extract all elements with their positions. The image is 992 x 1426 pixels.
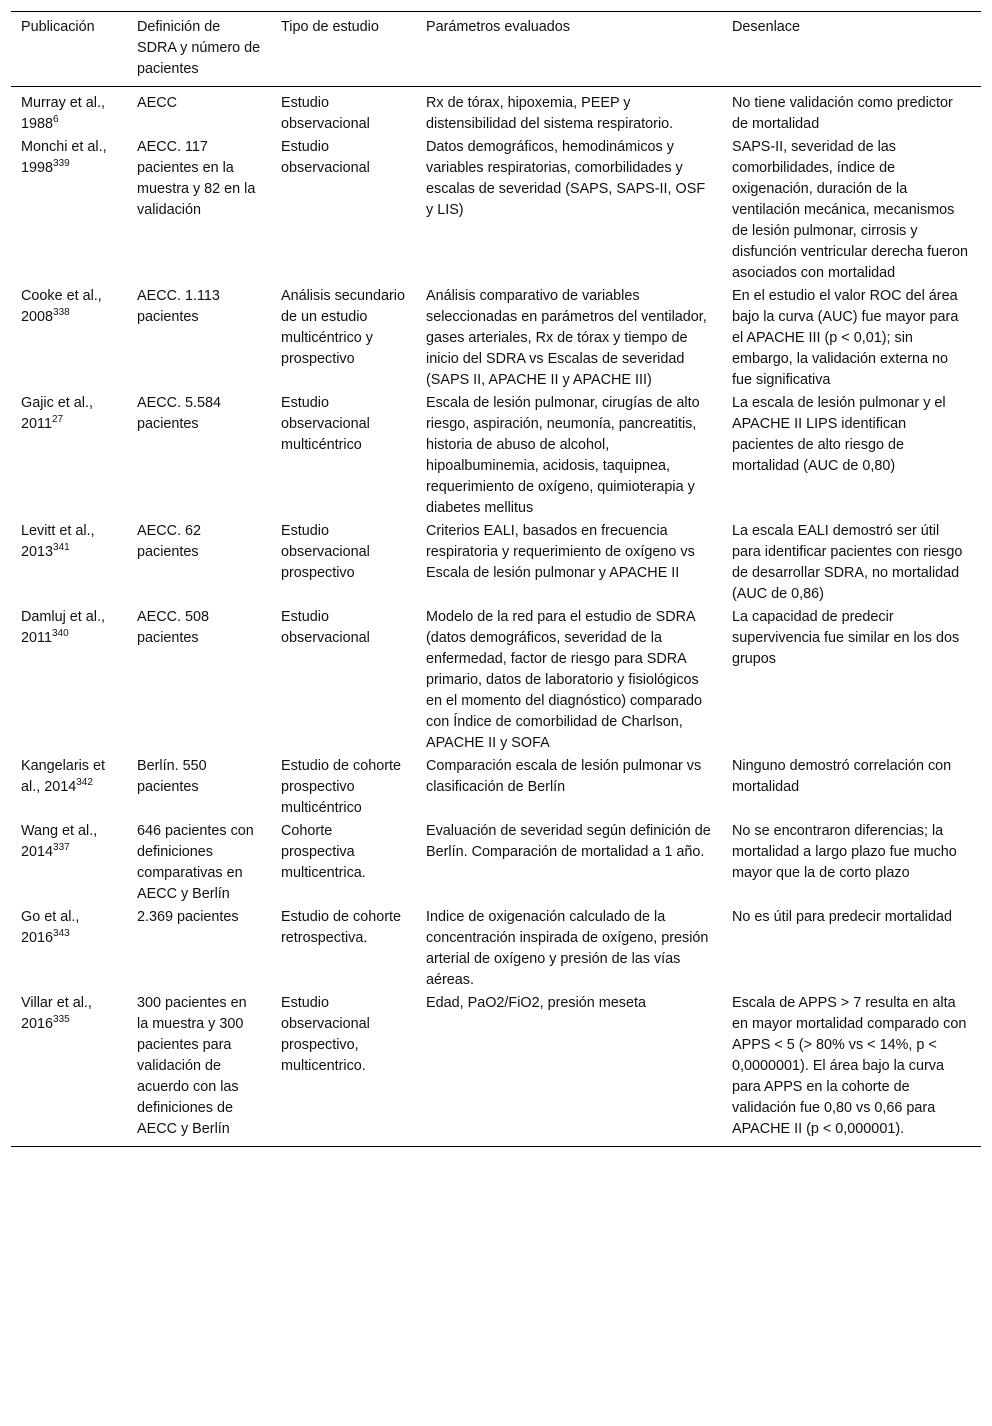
cell-parametros: Rx de tórax, hipoxemia, PEEP y distensibilidad del sistema respiratorio.: [426, 95, 674, 132]
reference-number: 340: [51, 628, 69, 640]
cell-desenlace: La capacidad de predecir supervivencia fue similar en los dos grupos: [732, 609, 960, 667]
cell-definicion: 646 pacientes con definiciones comparativas en AECC y Berlín: [137, 823, 254, 902]
cell-publicacion: [11, 754, 127, 819]
table-row: [11, 519, 981, 605]
cell-definicion: 2.369 pacientes: [137, 909, 239, 925]
cell-publicacion: [11, 819, 127, 905]
cell-parametros: Análisis comparativo de variables seleccionadas en parámetros del ventilador, gases arteriales, Rx de tórax y tiempo de inicio del SDRA vs Escalas de severidad (SAPS II, APACHE II y APACHE III): [426, 288, 707, 388]
header-row: [11, 12, 981, 87]
cell-tipo-estudio: Cohorte prospectiva multicentrica.: [281, 823, 366, 881]
reference-number: 6: [53, 114, 59, 126]
cell-tipo-estudio: Estudio observacional: [281, 609, 370, 646]
header-publicacion: Publicación: [21, 19, 95, 35]
cell-parametros: Criterios EALI, basados en frecuencia respiratoria y requerimiento de oxígeno vs Escala de lesión pulmonar y APACHE II: [426, 523, 695, 581]
reference-number: 27: [51, 414, 64, 426]
cell-desenlace: En el estudio el valor ROC del área bajo la curva (AUC) fue mayor para el APACHE III (p < 0,01); sin embargo, la validación externa no fue significativa: [732, 288, 959, 388]
reference-number: 338: [53, 307, 70, 319]
table-row: [11, 87, 981, 136]
cell-desenlace: No se encontraron diferencias; la mortalidad a largo plazo fue mucho mayor que la de corto plazo: [732, 823, 957, 881]
cell-desenlace: Escala de APPS > 7 resulta en alta en mayor mortalidad comparado con APPS < 5 (> 80% vs < 14%, p < 0,0000001). El área bajo la curva para APPS en la cohorte de validación fue 0,80 vs 0,66 para APACHE II (p < 0,000001).: [732, 995, 967, 1137]
table-row: [11, 819, 981, 905]
publication-name: Damluj et al., 2011: [21, 609, 105, 646]
cell-publicacion: [11, 87, 127, 136]
publication-name: Monchi et al., 1998: [21, 139, 107, 176]
table-row: [11, 905, 981, 991]
cell-publicacion: [11, 905, 127, 991]
cell-parametros: Evaluación de severidad según definición de Berlín. Comparación de mortalidad a 1 año.: [426, 823, 711, 860]
cell-desenlace: La escala de lesión pulmonar y el APACHE II LIPS identifican pacientes de alto riesgo de mortalidad (AUC de 0,80): [732, 395, 946, 474]
cell-parametros: Escala de lesión pulmonar, cirugías de alto riesgo, aspiración, neumonía, pancreatitis, historia de abuso de alcohol, hipoalbuminemia, acidosis, taquipnea, requerimiento de oxígeno, quimioterapia y diabetes mellitus: [426, 395, 700, 516]
cell-parametros: Comparación escala de lesión pulmonar vs clasificación de Berlín: [426, 758, 702, 795]
cell-tipo-estudio: Estudio observacional prospectivo, multicentrico.: [281, 995, 370, 1074]
header-parametros: Parámetros evaluados: [426, 19, 570, 35]
reference-number: 335: [53, 1014, 70, 1026]
cell-publicacion: [11, 135, 127, 284]
reference-number: 339: [53, 158, 70, 170]
cell-definicion: 300 pacientes en la muestra y 300 pacientes para validación de acuerdo con las definiciones de AECC y Berlín: [137, 995, 247, 1137]
reference-number: 337: [53, 842, 70, 854]
table-row: [11, 135, 981, 284]
table-row: [11, 391, 981, 519]
table-row: [11, 754, 981, 819]
cell-tipo-estudio: Estudio observacional multicéntrico: [281, 395, 370, 453]
cell-parametros: Modelo de la red para el estudio de SDRA (datos demográficos, severidad de la enfermedad, factor de riesgo para SDRA primario, datos de laboratorio y fisiológicos en el momento del diagnóstico) comparado con Índice de comorbilidad de Charlson, APACHE II y SOFA: [426, 609, 702, 751]
cell-desenlace: SAPS-II, severidad de las comorbilidades, índice de oxigenación, duración de la ventilación mecánica, mecanismos de lesión pulmonar, cirrosis y disfunción ventricular derecha fueron asociados con mortalidad: [732, 139, 968, 281]
header-desenlace: Desenlace: [732, 19, 800, 35]
publication-name: Go et al., 2016: [21, 909, 80, 946]
header-definicion: Definición de SDRA y número de pacientes: [137, 19, 261, 77]
cell-publicacion: [11, 991, 127, 1147]
cell-definicion: AECC: [137, 95, 177, 111]
reference-number: 343: [53, 928, 70, 940]
cell-desenlace: No tiene validación como predictor de mortalidad: [732, 95, 953, 132]
header-tipo-estudio: Tipo de estudio: [281, 19, 379, 35]
publication-name: Kangelaris et al., 2014: [21, 758, 105, 795]
cell-parametros: Indice de oxigenación calculado de la concentración inspirada de oxígeno, presión arterial de oxígeno y presión de las vías aéreas.: [426, 909, 709, 988]
cell-desenlace: No es útil para predecir mortalidad: [732, 909, 952, 925]
publication-name: Murray et al., 1988: [21, 95, 105, 132]
table-header: [11, 12, 981, 87]
cell-tipo-estudio: Estudio de cohorte retrospectiva.: [281, 909, 402, 946]
cell-parametros: Edad, PaO2/FiO2, presión meseta: [426, 995, 646, 1011]
cell-tipo-estudio: Estudio observacional: [281, 95, 370, 132]
cell-publicacion: [11, 519, 127, 605]
table-row: [11, 284, 981, 391]
cell-definicion: AECC. 117 pacientes en la muestra y 82 en la validación: [137, 139, 256, 218]
cell-publicacion: [11, 391, 127, 519]
cell-parametros: Datos demográficos, hemodinámicos y variables respiratorias, comorbilidades y escalas de severidad (SAPS, SAPS-II, OSF y LIS): [426, 139, 706, 218]
reference-number: 342: [76, 777, 93, 789]
cell-definicion: AECC. 62 pacientes: [137, 523, 201, 560]
publication-name: Gajic et al., 2011: [21, 395, 93, 432]
cell-tipo-estudio: Análisis secundario de un estudio multicéntrico y prospectivo: [281, 288, 405, 367]
publication-name: Wang et al., 2014: [21, 823, 98, 860]
table-row: [11, 991, 981, 1147]
cell-tipo-estudio: Estudio observacional: [281, 139, 370, 176]
publication-name: Cooke et al., 2008: [21, 288, 102, 325]
cell-definicion: Berlín. 550 pacientes: [137, 758, 207, 795]
table-row: [11, 605, 981, 754]
table-body: [11, 87, 981, 1147]
cell-tipo-estudio: Estudio de cohorte prospectivo multicéntrico: [281, 758, 402, 816]
cell-publicacion: [11, 605, 127, 754]
studies-table: [11, 11, 981, 1147]
reference-number: 341: [53, 542, 70, 554]
cell-publicacion: [11, 284, 127, 391]
publication-name: Levitt et al., 2013: [21, 523, 95, 560]
cell-tipo-estudio: Estudio observacional prospectivo: [281, 523, 370, 581]
publication-name: Villar et al., 2016: [21, 995, 92, 1032]
cell-definicion: AECC. 1.113 pacientes: [137, 288, 220, 325]
studies-table-container: [11, 11, 981, 1147]
cell-desenlace: Ninguno demostró correlación con mortalidad: [732, 758, 952, 795]
cell-definicion: AECC. 508 pacientes: [137, 609, 209, 646]
cell-definicion: AECC. 5.584 pacientes: [137, 395, 221, 432]
cell-desenlace: La escala EALI demostró ser útil para identificar pacientes con riesgo de desarrollar SDRA, no mortalidad (AUC de 0,86): [732, 523, 963, 602]
